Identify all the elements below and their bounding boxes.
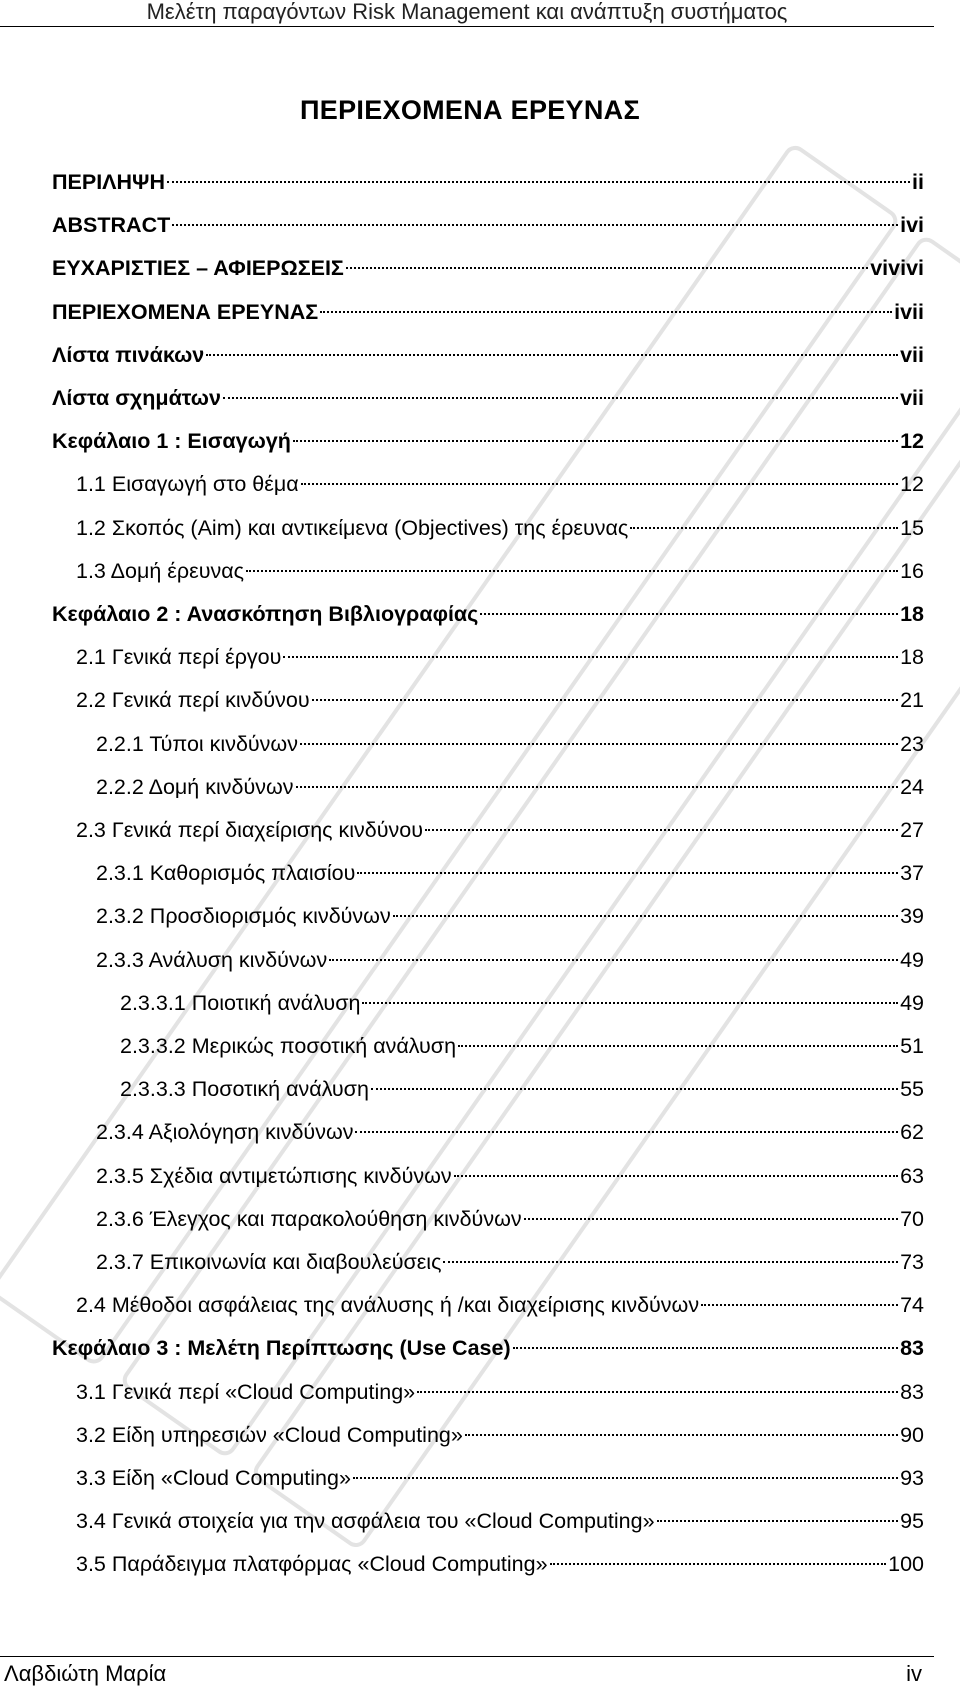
toc-dot-leader — [357, 872, 898, 874]
toc-entry-page: vivivi — [870, 256, 924, 281]
toc-entry[interactable] — [76, 553, 924, 589]
toc-dot-leader — [301, 483, 898, 485]
toc-dot-leader — [300, 743, 898, 745]
toc-dot-leader — [223, 397, 898, 399]
toc-dot-leader — [371, 1088, 898, 1090]
toc-entry-label: ABSTRACT — [52, 213, 171, 238]
toc-dot-leader — [293, 440, 898, 442]
toc-title: ΠΕΡΙΕΧΟΜΕΝΑ ΕΡΕΥΝΑΣ — [300, 95, 640, 125]
toc-entry-page: 93 — [900, 1466, 924, 1490]
toc-dot-leader — [362, 1002, 898, 1004]
footer-page-number: iv — [906, 1661, 922, 1686]
toc-entry-page: vii — [900, 386, 924, 410]
toc-entry[interactable] — [52, 423, 924, 459]
toc-entry[interactable] — [96, 1114, 924, 1150]
toc-entry-page: 95 — [900, 1509, 924, 1534]
toc-entry-label: ΠΕΡΙΛΗΨΗ — [52, 170, 165, 194]
running-header — [0, 0, 934, 27]
toc-entry-page: 74 — [900, 1293, 924, 1318]
toc-entry[interactable] — [76, 1460, 924, 1496]
toc-entry-page: 70 — [900, 1206, 924, 1231]
toc-dot-leader — [550, 1563, 887, 1565]
toc-entry[interactable] — [76, 1374, 924, 1410]
toc-entry[interactable] — [52, 164, 924, 200]
toc-dot-leader — [513, 1347, 898, 1349]
toc-dot-leader — [443, 1261, 898, 1263]
toc-dot-leader — [346, 267, 868, 269]
toc-dot-leader — [206, 354, 898, 356]
toc-entry-page: ivii — [894, 299, 924, 324]
toc-dot-leader — [630, 527, 898, 529]
toc-dot-leader — [425, 829, 898, 831]
toc-entry[interactable] — [96, 1244, 924, 1280]
toc-entry-page: 63 — [900, 1163, 924, 1188]
toc-entry-page: 21 — [900, 688, 924, 713]
toc-entry-label: 1.2 Σκοπός (Aim) και αντικείμενα (Objectives) της έρευνας — [76, 515, 629, 540]
toc-dot-leader — [458, 1045, 898, 1047]
toc-entry-page: 100 — [888, 1552, 924, 1577]
toc-entry-page: 18 — [900, 645, 924, 670]
toc-dot-leader — [657, 1520, 899, 1522]
toc-entry-page: 18 — [900, 602, 924, 626]
toc-entry-page: 83 — [900, 1336, 924, 1361]
toc-entry-label: 2.3.7 Επικοινωνία και διαβουλεύσεις — [96, 1250, 442, 1274]
toc-entry-label: ΕΥΧΑΡΙΣΤΙΕΣ – ΑΦΙΕΡΩΣΕΙΣ — [52, 256, 344, 281]
toc-entry-label: 2.3.5 Σχέδια αντιμετώπισης κινδύνων — [96, 1163, 452, 1188]
toc-dot-leader — [296, 786, 899, 788]
toc-entry[interactable] — [76, 1287, 924, 1323]
toc-entry[interactable] — [96, 855, 924, 891]
toc-dot-leader — [353, 1477, 898, 1479]
toc-entry-label: 2.3.6 Έλεγχος και παρακολούθηση κινδύνων — [96, 1206, 522, 1231]
toc-entry-label: 1.3 Δομή έρευνας — [76, 558, 245, 583]
toc-entry[interactable] — [76, 682, 924, 718]
toc-entry-label: 2.2 Γενικά περί κινδύνου — [76, 688, 310, 713]
toc-entry[interactable] — [96, 1201, 924, 1237]
toc-entry[interactable] — [96, 898, 924, 934]
toc-dot-leader — [480, 613, 898, 615]
toc-entry-page: ivi — [900, 213, 924, 238]
toc-entry-label: 2.3.2 Προσδιορισμός κινδύνων — [96, 904, 391, 929]
toc-entry[interactable] — [52, 337, 924, 373]
toc-entry[interactable] — [76, 639, 924, 675]
toc-dot-leader — [283, 656, 898, 658]
page-footer — [0, 1656, 934, 1689]
toc-entry-label: 2.3.3.1 Ποιοτική ανάλυση — [120, 990, 361, 1015]
toc-entry-label: 2.3.3.2 Μερικώς ποσοτική ανάλυση — [120, 1034, 457, 1058]
toc-entry-label: 2.3 Γενικά περί διαχείρισης κινδύνου — [76, 818, 423, 842]
toc-entry-page: 55 — [900, 1077, 924, 1102]
toc-entry-page: 23 — [900, 731, 924, 756]
toc-dot-leader — [355, 1131, 898, 1133]
toc-dot-leader — [465, 1434, 898, 1436]
toc-entry[interactable] — [76, 1417, 924, 1453]
toc-dot-leader — [167, 181, 910, 183]
toc-entry-label: ΠΕΡΙΕΧΟΜΕΝΑ ΕΡΕΥΝΑΣ — [52, 299, 319, 324]
toc-entry[interactable] — [96, 942, 924, 978]
toc-entry[interactable] — [52, 250, 924, 286]
toc-entry[interactable] — [52, 380, 924, 416]
running-header-title: Μελέτη παραγόντων Risk Management και ανάπτυξη συστήματος — [146, 0, 788, 24]
toc-dot-leader — [393, 915, 898, 917]
footer-author: Λαβδιώτη Μαρία — [4, 1661, 167, 1686]
toc-entry-label: 2.1 Γενικά περί έργου — [76, 645, 282, 670]
toc-entry-label: Λίστα σχημάτων — [52, 386, 221, 410]
toc-entry[interactable] — [96, 769, 924, 805]
toc-entry[interactable] — [120, 1071, 924, 1107]
toc-entry-page: 62 — [900, 1120, 924, 1145]
toc-entry-page: 27 — [900, 818, 924, 842]
toc-entry-label: 3.2 Είδη υπηρεσιών «Cloud Computing» — [76, 1422, 463, 1447]
toc-dot-leader — [312, 699, 899, 701]
toc-entry-label: 2.3.4 Αξιολόγηση κινδύνων — [96, 1120, 354, 1145]
toc-dot-leader — [524, 1218, 898, 1220]
toc-entry[interactable] — [52, 207, 924, 243]
toc-dot-leader — [246, 570, 898, 572]
toc-entry-label: Κεφάλαιο 2 : Ανασκόπηση Βιβλιογραφίας — [52, 602, 479, 626]
toc-entry-page: 49 — [900, 990, 924, 1015]
toc-entry-page: 37 — [900, 861, 924, 886]
toc-entry-label: 2.2.1 Τύποι κινδύνων — [96, 731, 298, 756]
toc-entry-label: Κεφάλαιο 3 : Μελέτη Περίπτωσης (Use Case) — [52, 1336, 511, 1361]
toc-entry[interactable] — [96, 1158, 924, 1194]
toc-entry-page: 83 — [900, 1379, 924, 1404]
toc-entry[interactable] — [52, 596, 924, 632]
toc-dot-leader — [417, 1391, 898, 1393]
toc-entry-label: 2.3.1 Καθορισμός πλαισίου — [96, 861, 356, 886]
toc-dot-leader — [172, 224, 898, 226]
toc-entry-page: 24 — [900, 774, 924, 799]
toc-entry[interactable] — [76, 1546, 924, 1582]
toc-entry-label: Λίστα πινάκων — [52, 342, 205, 367]
toc-entry[interactable] — [76, 510, 924, 546]
toc-entry-label: 2.2.2 Δομή κινδύνων — [96, 774, 294, 799]
toc-entry-page: 12 — [900, 429, 924, 454]
toc-entry-page: 39 — [900, 904, 924, 929]
toc-entry-label: 2.3.3.3 Ποσοτική ανάλυση — [120, 1077, 369, 1102]
toc-entry[interactable] — [120, 1028, 924, 1064]
toc-entry-page: 90 — [900, 1422, 924, 1447]
toc-entry[interactable] — [76, 466, 924, 502]
toc-entry-label: 3.1 Γενικά περί «Cloud Computing» — [76, 1379, 416, 1404]
toc-entry-page: 51 — [900, 1034, 924, 1058]
toc-entry-label: 3.4 Γενικά στοιχεία για την ασφάλεια του «Cloud Computing» — [76, 1509, 655, 1534]
toc-entry-page: 15 — [900, 515, 924, 540]
toc-entry[interactable] — [76, 812, 924, 848]
toc-entry-page: 16 — [900, 558, 924, 583]
toc-dot-leader — [454, 1175, 898, 1177]
toc-entry[interactable] — [76, 1503, 924, 1539]
toc-entry[interactable] — [96, 726, 924, 762]
toc-entry-page: 73 — [900, 1250, 924, 1274]
toc-entry-label: 2.4 Μέθοδοι ασφάλειας της ανάλυσης ή /και διαχείρισης κινδύνων — [76, 1293, 700, 1318]
toc-entry-page: 49 — [900, 947, 924, 972]
toc-entry-page: vii — [900, 342, 924, 367]
toc-entry-label: 3.3 Είδη «Cloud Computing» — [76, 1466, 351, 1490]
toc-entry-label: 3.5 Παράδειγμα πλατφόρμας «Cloud Computing» — [76, 1552, 548, 1577]
toc-entry[interactable] — [52, 1330, 924, 1366]
toc-dot-leader — [320, 311, 892, 313]
toc-entry-page: 12 — [900, 472, 924, 497]
toc-dot-leader — [329, 959, 898, 961]
toc-entry[interactable] — [52, 294, 924, 330]
toc-entry[interactable] — [120, 985, 924, 1021]
toc-entry-label: Κεφάλαιο 1 : Εισαγωγή — [52, 429, 291, 454]
toc-entry-label: 1.1 Εισαγωγή στο θέμα — [76, 472, 299, 497]
toc-entry-label: 2.3.3 Ανάλυση κινδύνων — [96, 947, 328, 972]
toc-dot-leader — [701, 1304, 898, 1306]
toc-entry-page: ii — [912, 170, 924, 194]
